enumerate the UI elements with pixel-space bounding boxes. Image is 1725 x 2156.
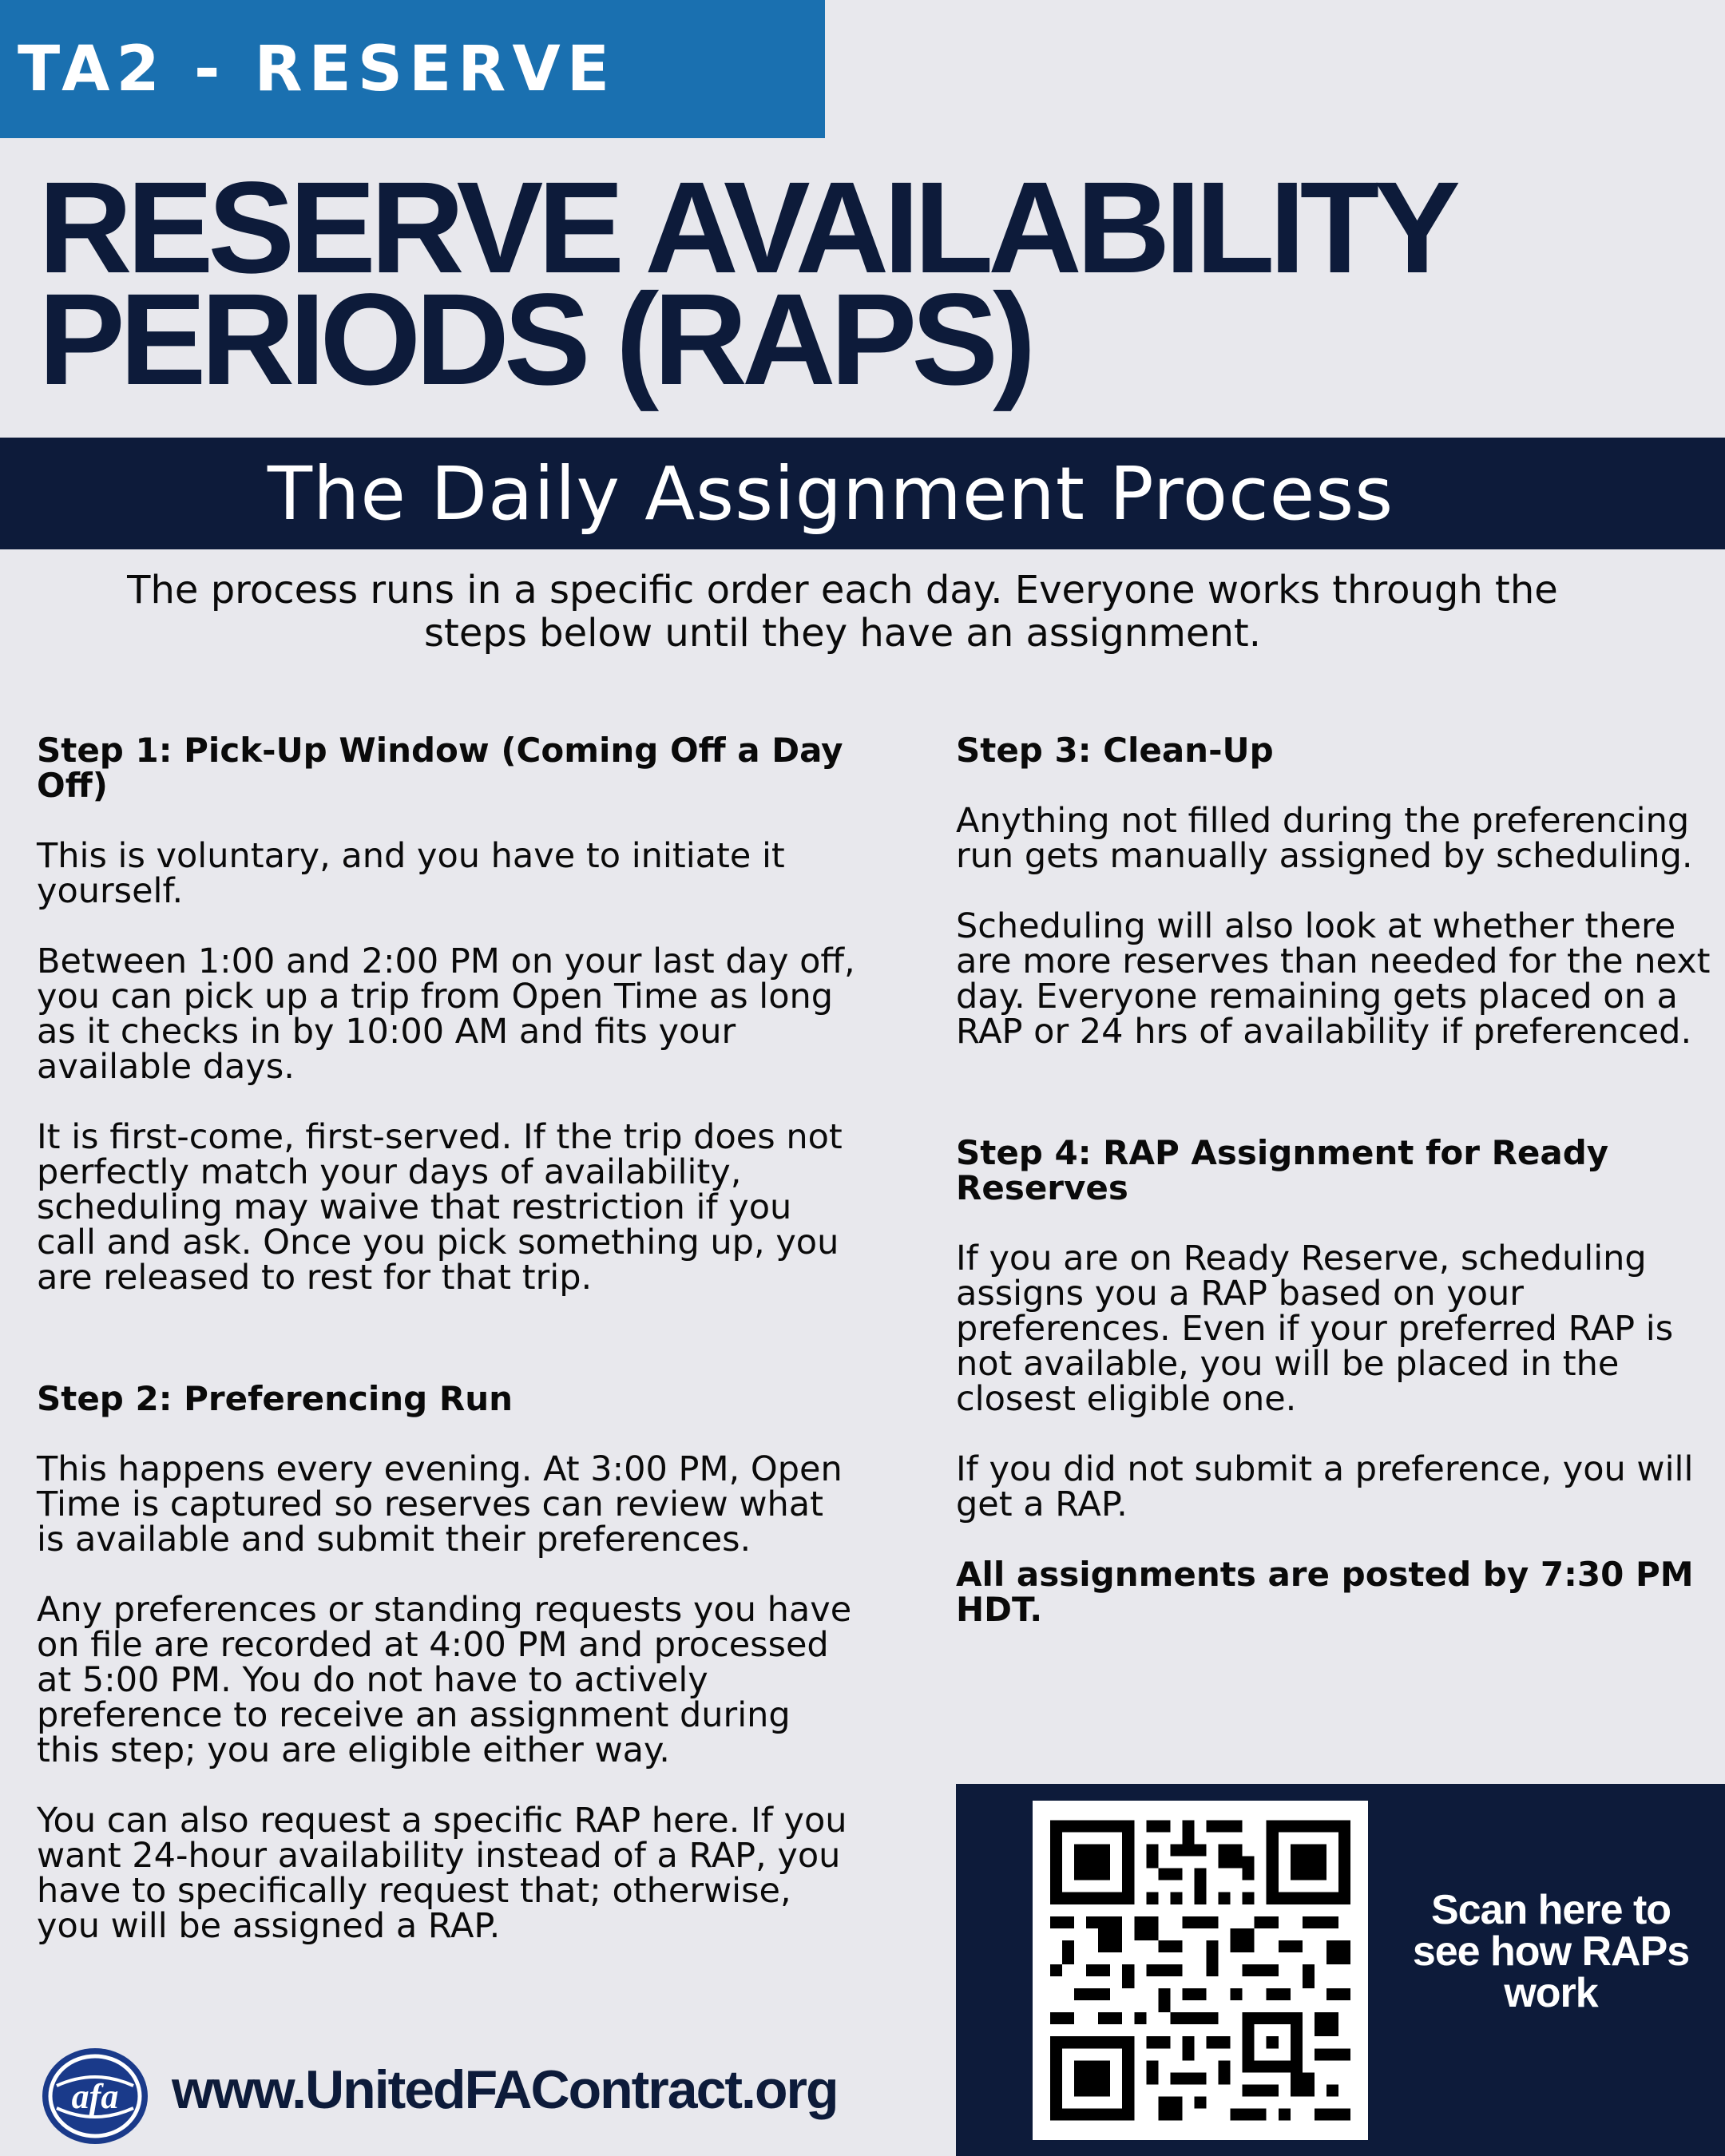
section-tag: TA2 - RESERVE [0, 0, 825, 138]
step-1-title: Step 1: Pick-Up Window (Coming Off a Day Off) [37, 731, 843, 805]
afa-logo-icon [38, 2044, 153, 2148]
step-4-paragraph: If you are on Ready Reserve, scheduling assigns you a RAP based on your preferences. Even if your preferred RAP is not available, you will be placed in the closest eligible one. [956, 1239, 1674, 1419]
step-3-section [956, 731, 1725, 1052]
step-1-paragraph: Between 1:00 and 2:00 PM on your last day off, you can pick up a trip from Open Time as long as it checks in by 10:00 AM and fits your available days. [37, 941, 855, 1087]
step-1-paragraph: It is first-come, first-served. If the trip does not perfectly match your days of availability, scheduling may waive that restriction if you call and ask. Once you pick something up, you are released to rest for that trip. [37, 1117, 843, 1298]
qr-code-frame[interactable] [1033, 1801, 1368, 2140]
step-2-title: Step 2: Preferencing Run [37, 1379, 513, 1418]
step-2-paragraph: You can also request a specific RAP here. If you want 24-hour availability instead of a RAP, you have to specifically request that; otherwise, you will be assigned a RAP. [37, 1801, 847, 1946]
step-4-closing: All assignments are posted by 7:30 PM HDT. [956, 1555, 1694, 1629]
step-1-paragraph: This is voluntary, and you have to initiate it yourself. [37, 836, 785, 911]
qr-code-icon[interactable] [1050, 1818, 1350, 2122]
step-3-title: Step 3: Clean-Up [956, 731, 1274, 770]
website-link[interactable]: www.UnitedFAContract.org [172, 2059, 838, 2120]
page-title-line2: PERIODS (RAPS) [38, 266, 1031, 412]
subtitle-banner: The Daily Assignment Process [0, 438, 1725, 549]
step-2-paragraph: This happens every evening. At 3:00 PM, Open Time is captured so reserves can review what is available and submit their preferences. [37, 1449, 843, 1560]
qr-caption: Scan here to see how RAPs work [1412, 1887, 1690, 2016]
step-3-paragraph: Anything not filled during the preferencing run gets manually assigned by scheduling. [956, 801, 1693, 876]
intro-text: The process runs in a specific order each day. Everyone works through the steps below until they have an assignment. [127, 568, 1558, 656]
step-4-title: Step 4: RAP Assignment for Ready Reserves [956, 1133, 1609, 1207]
step-2-section [37, 1381, 859, 1944]
qr-panel [956, 1784, 1725, 2156]
step-4-paragraph: If you did not submit a preference, you will get a RAP. [956, 1449, 1694, 1524]
page-title [38, 154, 1699, 412]
step-1-section [37, 731, 859, 1298]
logo-text: afa [71, 2077, 119, 2116]
step-3-paragraph: Scheduling will also look at whether there are more reserves than needed for the next day. Everyone remaining gets placed on a RAP or 24 hrs of availability if preferenced. [956, 906, 1711, 1052]
right-column [956, 733, 1725, 1627]
step-2-paragraph: Any preferences or standing requests you have on file are recorded at 4:00 PM and processed at 5:00 PM. You do not have to actively preference to receive an assignment during this step; you are eligible either way. [37, 1590, 852, 1770]
step-4-section [956, 1135, 1725, 1627]
page-title-line1: RESERVE AVAILABILITY [38, 154, 1455, 300]
left-column [37, 733, 859, 1979]
